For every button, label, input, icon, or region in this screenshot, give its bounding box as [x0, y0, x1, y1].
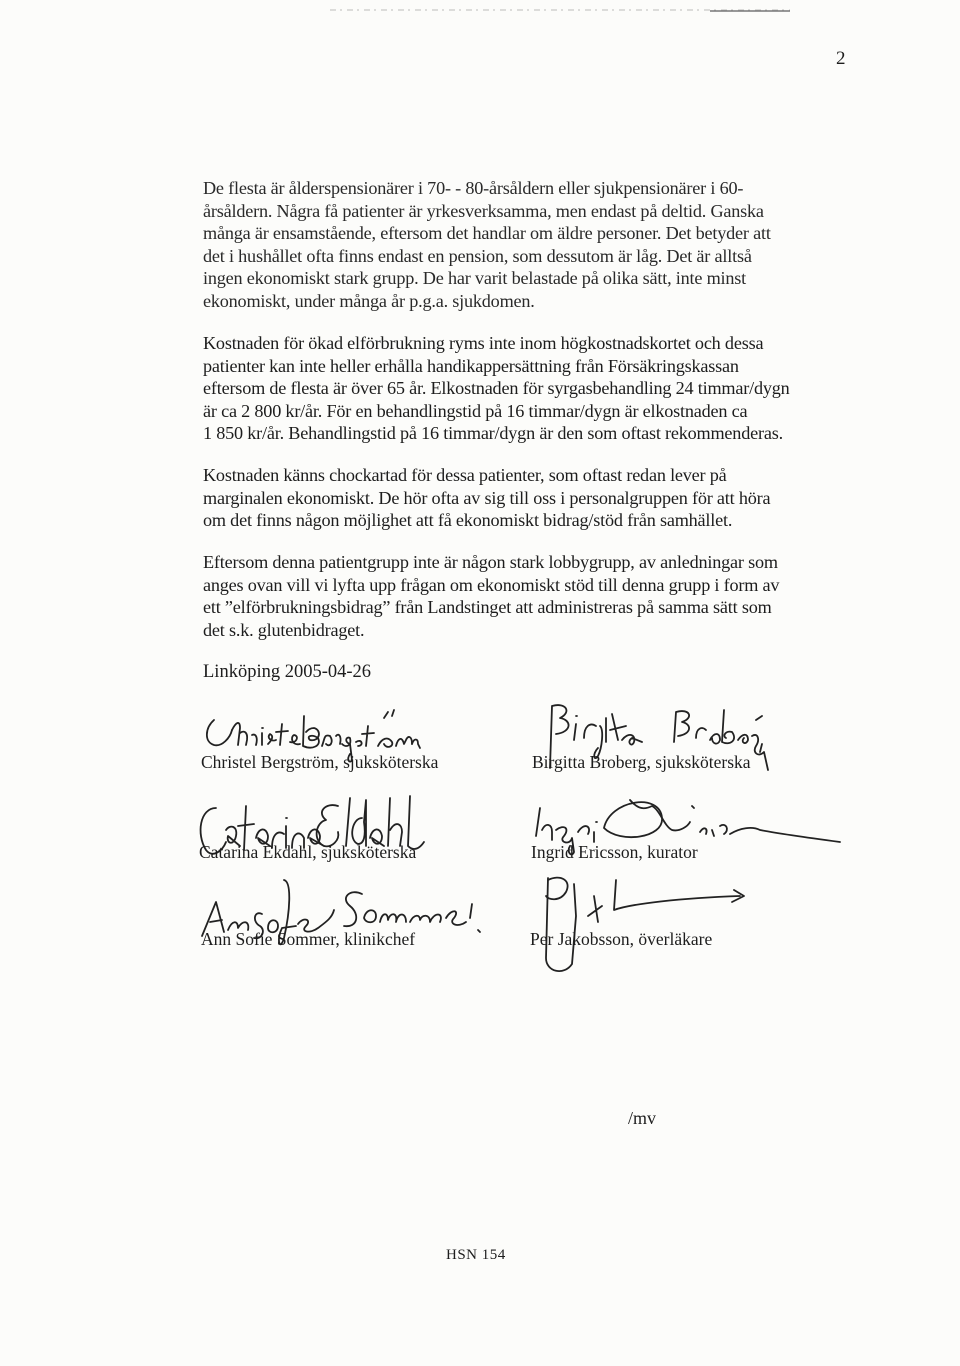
signatory-name: Christel Bergström, sjuksköterska: [201, 752, 439, 772]
signatory-name: Per Jakobsson, överläkare: [530, 929, 713, 949]
text-line: eftersom de flesta är över 65 år. Elkostnaden för syrgasbehandling 24 timmar/dygn: [203, 378, 790, 399]
text-line: är ca 2 800 kr/år. För en behandlingstid på 16 timmar/dygn är elkostnaden ca: [203, 400, 748, 421]
text-line: anges ovan vill vi lyfta upp frågan om ekonomiskt stöd till denna grupp i form av: [203, 574, 780, 595]
signature-per-jakobsson: [546, 878, 744, 971]
signatory-name: Ann Sofie Sommer, klinikchef: [201, 929, 416, 949]
text-line: många är ensamstående, eftersom det handlar om äldre personer. Det betyder att: [203, 223, 771, 244]
text-line: ekonomiskt, under många år p.g.a. sjukdomen.: [203, 290, 535, 311]
text-line: det i hushållet ofta finns endast en pension, som dessutom är låg. Det är alltså: [203, 245, 752, 266]
text-line: 1 850 kr/år. Behandlingstid på 16 timmar/dygn är den som oftast rekommenderas.: [203, 423, 783, 444]
signatory-name: Catarina Ekdahl, sjuksköterska: [199, 842, 417, 862]
text-line: det s.k. glutenbidraget.: [203, 619, 365, 640]
text-line: Kostnaden känns chockartad för dessa patienter, som oftast redan lever på: [203, 465, 727, 485]
page-number: 2: [836, 48, 846, 69]
signatory-name: Ingrid Ericsson, kurator: [531, 842, 698, 862]
footer-code: HSN 154: [446, 1247, 506, 1263]
text-line: marginalen ekonomiskt. De hör ofta av sig till oss i personalgruppen för att höra: [203, 487, 771, 508]
place-and-date: Linköping 2005-04-26: [203, 662, 372, 682]
text-line: patienter kan inte heller erhålla handikappersättning från Försäkringskassan: [203, 355, 739, 376]
text-line: om det finns någon möjlighet att få ekonomiskt bidrag/stöd från samhället.: [203, 510, 733, 531]
text-line: ett ”elförbrukningsbidrag” från Landstinget att administreras på samma sätt som: [203, 597, 772, 618]
text-line: Eftersom denna patientgrupp inte är någon stark lobbygrupp, av anledningar som: [203, 552, 778, 572]
text-line: De flesta är ålderspensionärer i 70- - 80-årsåldern eller sjukpensionärer i 60-: [203, 178, 744, 198]
signatory-name: Birgitta Broberg, sjuksköterska: [532, 752, 751, 772]
text-line: årsåldern. Några få patienter är yrkesverksamma, men endast på deltid. Ganska: [203, 200, 764, 221]
typist-initials: /mv: [628, 1108, 657, 1128]
text-line: Kostnaden för ökad elförbrukning ryms inte inom högkostnadskortet och dessa: [203, 333, 764, 353]
text-line: ingen ekonomiskt stark grupp. De har varit belastade på olika sätt, inte minst: [203, 268, 747, 289]
